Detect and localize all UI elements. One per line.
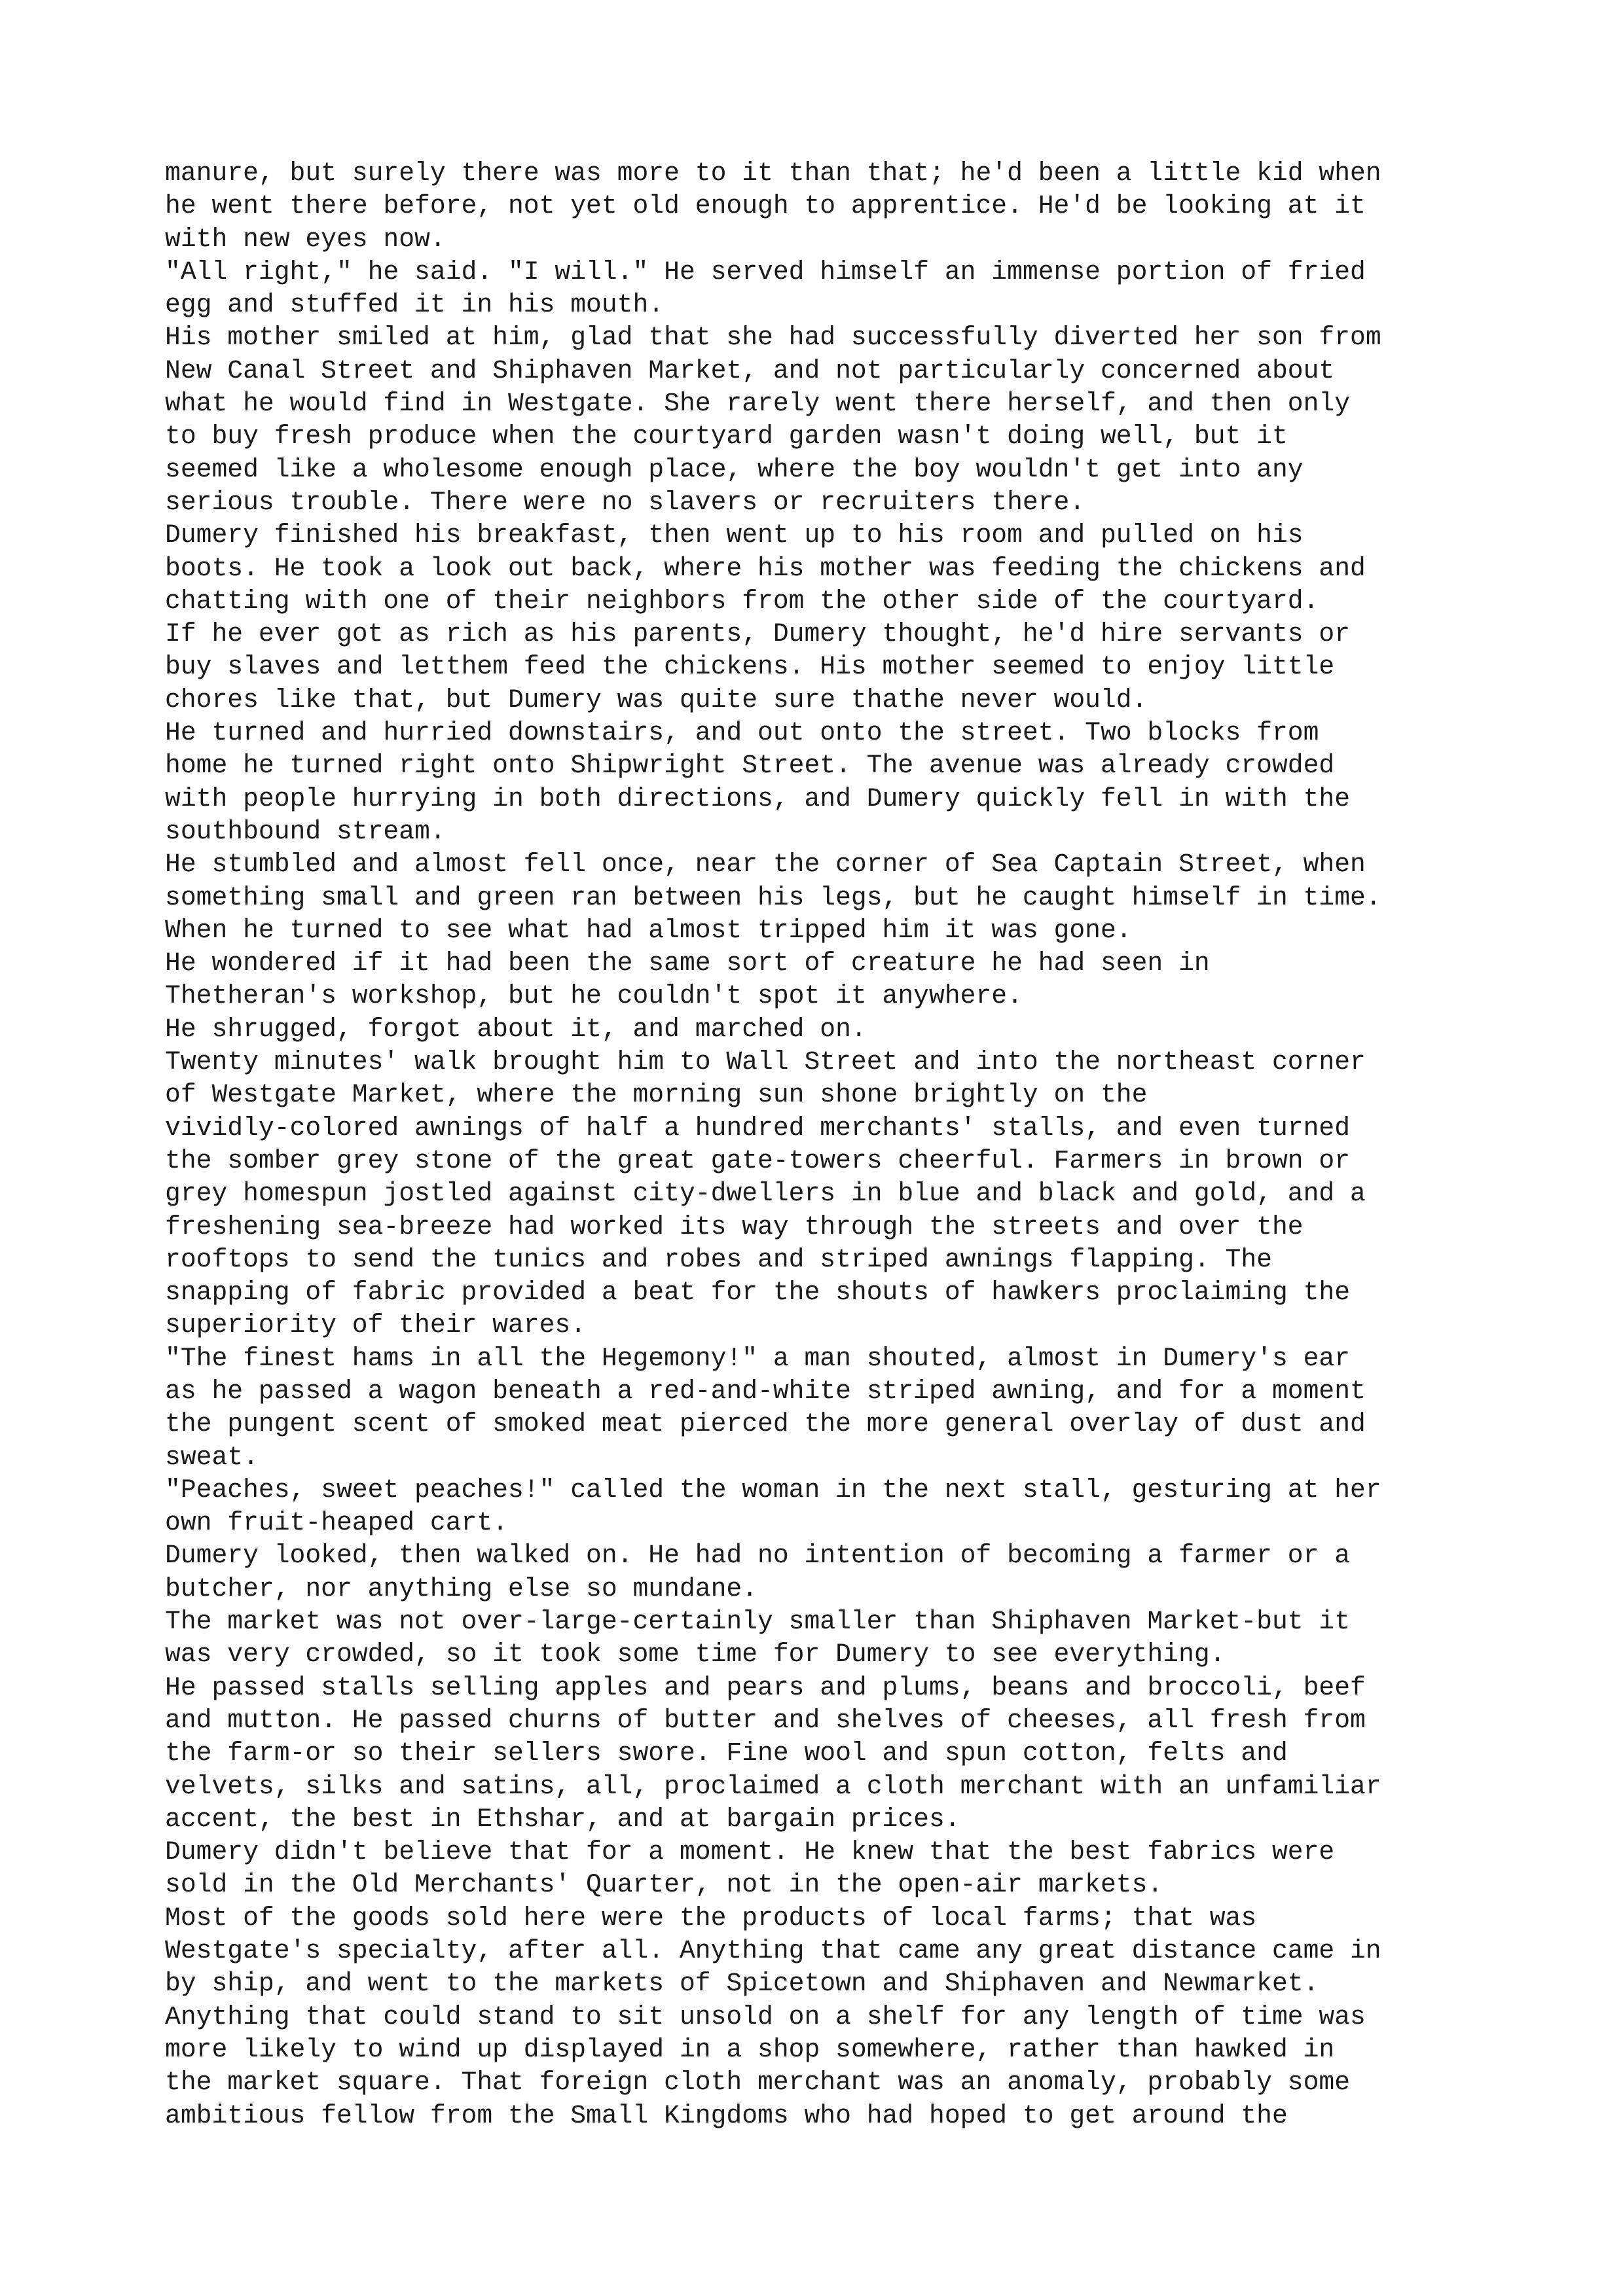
text-line: He turned and hurried downstairs, and out onto the street. Two blocks from	[165, 718, 1319, 748]
text-line: The market was not over-large-certainly smaller than Shiphaven Market-but it	[165, 1607, 1351, 1637]
text-line: of Westgate Market, where the morning sun shone brightly on the	[165, 1080, 1148, 1110]
text-line: butcher, nor anything else so mundane.	[165, 1573, 758, 1604]
text-line: the somber grey stone of the great gate-towers cheerful. Farmers in brown or	[165, 1145, 1351, 1175]
text-line: seemed like a wholesome enough place, where the boy wouldn't get into any	[165, 454, 1304, 484]
text-line: Twenty minutes' walk brought him to Wall Street and into the northeast corner	[165, 1047, 1366, 1077]
text-line: sweat.	[165, 1442, 259, 1472]
text-line: Dumery finished his breakfast, then went up to his room and pulled on his	[165, 520, 1304, 550]
text-line: the market square. That foreign cloth merchant was an anomaly, probably some	[165, 2068, 1351, 2098]
text-line: as he passed a wagon beneath a red-and-white striped awning, and for a moment	[165, 1376, 1366, 1406]
text-line: was very crowded, so it took some time for Dumery to see everything.	[165, 1640, 1226, 1670]
text-line: the pungent scent of smoked meat pierced the more general overlay of dust and	[165, 1409, 1366, 1439]
text-line: chores like that, but Dumery was quite sure thathe never would.	[165, 685, 1148, 715]
text-line: southbound stream.	[165, 816, 446, 846]
text-line: with people hurrying in both directions, and Dumery quickly fell in with the	[165, 783, 1351, 814]
text-line: Anything that could stand to sit unsold on a shelf for any length of time was	[165, 2001, 1366, 2032]
text-line: rooftops to send the tunics and robes and striped awnings flapping. The	[165, 1244, 1272, 1274]
text-line: His mother smiled at him, glad that she had successfully diverted her son from	[165, 323, 1381, 353]
text-line: "Peaches, sweet peaches!" called the woman in the next stall, gesturing at her	[165, 1475, 1381, 1505]
text-line: manure, but surely there was more to it than that; he'd been a little kid when	[165, 158, 1381, 188]
text-line: sold in the Old Merchants' Quarter, not in the open-air markets.	[165, 1870, 1163, 1900]
text-line: Most of the goods sold here were the products of local farms; that was	[165, 1903, 1257, 1933]
text-line: what he would find in Westgate. She rarely went there herself, and then only	[165, 389, 1351, 419]
text-line: "All right," he said. "I will." He served himself an immense portion of fried	[165, 257, 1366, 287]
text-line: the farm-or so their sellers swore. Fine wool and spun cotton, felts and	[165, 1738, 1288, 1768]
text-line: chatting with one of their neighbors from the other side of the courtyard.	[165, 586, 1319, 616]
body-text	[165, 157, 1514, 2132]
text-line: accent, the best in Ethshar, and at bargain prices.	[165, 1804, 960, 1834]
text-line: egg and stuffed it in his mouth.	[165, 290, 665, 320]
text-line: superiority of their wares.	[165, 1310, 587, 1340]
text-line: He passed stalls selling apples and pears and plums, beans and broccoli, beef	[165, 1672, 1366, 1702]
text-line: own fruit-heaped cart.	[165, 1508, 508, 1538]
text-line: New Canal Street and Shiphaven Market, and not particularly concerned about	[165, 355, 1335, 386]
text-line: snapping of fabric provided a beat for the shouts of hawkers proclaiming the	[165, 1278, 1351, 1308]
text-line: When he turned to see what had almost tripped him it was gone.	[165, 915, 1132, 945]
text-line: He stumbled and almost fell once, near the corner of Sea Captain Street, when	[165, 850, 1366, 880]
text-line: with new eyes now.	[165, 224, 446, 254]
text-line: If he ever got as rich as his parents, Dumery thought, he'd hire servants or	[165, 619, 1351, 649]
text-line: and mutton. He passed churns of butter and shelves of cheeses, all fresh from	[165, 1705, 1366, 1735]
text-line: Dumery didn't believe that for a moment. He knew that the best fabrics were	[165, 1837, 1335, 1867]
text-line: home he turned right onto Shipwright Street. The avenue was already crowded	[165, 751, 1335, 781]
text-line: He shrugged, forgot about it, and marched on.	[165, 1014, 867, 1044]
text-line: boots. He took a look out back, where his mother was feeding the chickens and	[165, 553, 1366, 583]
text-line: more likely to wind up displayed in a shop somewhere, rather than hawked in	[165, 2034, 1335, 2064]
text-line: vividly-colored awnings of half a hundred merchants' stalls, and even turned	[165, 1113, 1351, 1143]
text-line: something small and green ran between his legs, but he caught himself in time.	[165, 882, 1381, 912]
text-line: he went there before, not yet old enough to apprentice. He'd be looking at it	[165, 191, 1366, 221]
text-line: serious trouble. There were no slavers or recruiters there.	[165, 487, 1085, 517]
text-line: Dumery looked, then walked on. He had no intention of becoming a farmer or a	[165, 1541, 1351, 1571]
text-line: buy slaves and letthem feed the chickens. His mother seemed to enjoy little	[165, 652, 1335, 682]
text-line: by ship, and went to the markets of Spicetown and Shiphaven and Newmarket.	[165, 1969, 1319, 1999]
text-line: "The finest hams in all the Hegemony!" a man shouted, almost in Dumery's ear	[165, 1343, 1351, 1373]
text-line: Westgate's specialty, after all. Anything that came any great distance came in	[165, 1936, 1381, 1966]
text-line: velvets, silks and satins, all, proclaimed a cloth merchant with an unfamiliar	[165, 1771, 1381, 1801]
text-line: grey homespun jostled against city-dwellers in blue and black and gold, and a	[165, 1179, 1366, 1209]
text-line: ambitious fellow from the Small Kingdoms who had hoped to get around the	[165, 2100, 1288, 2130]
text-line: freshening sea-breeze had worked its way through the streets and over the	[165, 1211, 1304, 1242]
text-line: Thetheran's workshop, but he couldn't spot it anywhere.	[165, 981, 1023, 1011]
text-line: to buy fresh produce when the courtyard garden wasn't doing well, but it	[165, 422, 1288, 452]
text-line: He wondered if it had been the same sort of creature he had seen in	[165, 948, 1210, 978]
